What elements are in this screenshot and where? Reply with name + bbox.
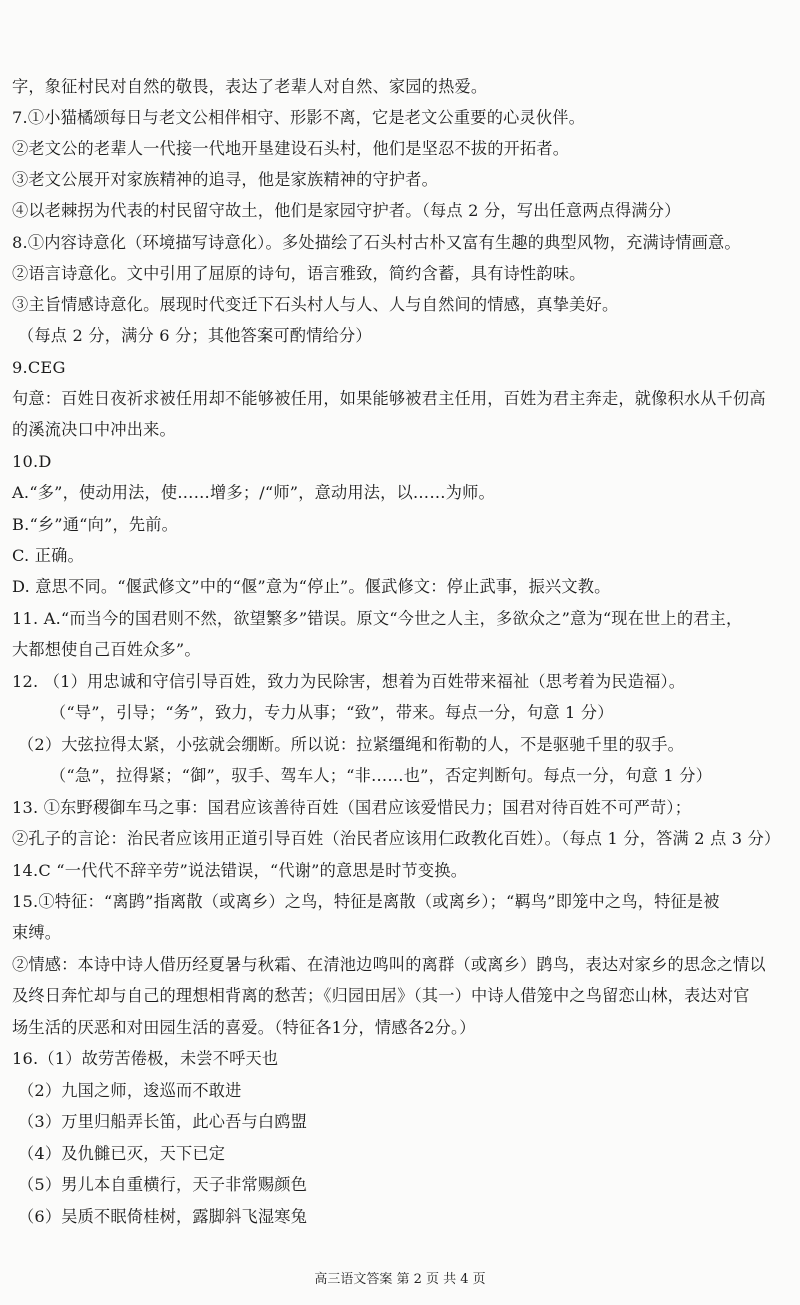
text-line: （“急”，拉得紧；“御”，驭手、驾车人；“非……也”，否定判断句。每点一分，句意 1 分） [50,766,712,785]
text-line: D. 意思不同。“偃武修文”中的“偃”意为“停止”。偃武修文：停止武事，振兴文教。 [12,577,611,596]
text-line: 7.①小猫橘颂每日与老文公相伴相守、形影不离，它是老文公重要的心灵伙伴。 [12,108,586,127]
text-line: ②孔子的言论：治民者应该用正道引导百姓（治民者应该用仁政教化百姓）。（每点 1 分，答满 2 点 3 分） [12,829,781,848]
text-line: C. 正确。 [12,546,84,565]
text-line: B.“乡”通“向”，先前。 [12,515,179,534]
text-line: 10.D [12,452,52,471]
text-line: 的溪流决口中冲出来。 [12,420,176,439]
text-line: 场生活的厌恶和对田园生活的喜爱。（特征各1分，情感各2分。） [12,1018,476,1037]
text-line: 15.①特征：“离鹍”指离散（或离乡）之鸟，特征是离散（或离乡）；“羁鸟”即笼中之鸟，特征是被 [12,892,720,911]
text-line: （2）大弦拉得太紧，小弦就会绷断。所以说：拉紧缰绳和衔勒的人，不是驱驰千里的驭手。 [18,735,684,754]
text-line: （6）吴质不眠倚桂树，露脚斜飞湿寒兔 [18,1207,308,1226]
text-line: 束缚。 [12,923,62,942]
text-line: （每点 2 分，满分 6 分；其他答案可酌情给分） [18,326,372,345]
text-line: （2）九国之师，逡巡而不敢进 [18,1081,242,1100]
text-line: 大都想使自己百姓众多”。 [12,640,201,659]
text-line: 字，象征村民对自然的敬畏，表达了老辈人对自然、家园的热爱。 [12,77,488,96]
text-line: 13. ①东野稷御车马之事：国君应该善待百姓（国君应该爱惜民力；国君对待百姓不可严苛）； [12,798,692,817]
text-line: ②情感：本诗中诗人借历经夏暑与秋霜、在清池边鸣叫的离群（或离乡）鹍鸟，表达对家乡的思念之情以 [12,955,766,974]
text-line: 及终日奔忙却与自己的理想相背离的愁苦；《归园田居》（其一）中诗人借笼中之鸟留恋山林，表达对官 [12,986,750,1005]
text-line: 14.C “一代代不辞辛劳”说法错误，“代谢”的意思是时节变换。 [12,861,468,880]
text-line: （3）万里归船弄长笛，此心吾与白鸥盟 [18,1112,308,1131]
text-line: ④以老棘拐为代表的村民留守故土，他们是家园守护者。（每点 2 分，写出任意两点得满分） [12,201,681,220]
text-line: ②语言诗意化。文中引用了屈原的诗句，语言雅致，简约含蓄，具有诗性韵味。 [12,264,586,283]
text-line: （“导”，引导；“务”，致力，专力从事；“致”，带来。每点一分，句意 1 分） [50,703,614,722]
text-line: ②老文公的老辈人一代接一代地开垦建设石头村，他们是坚忍不拔的开拓者。 [12,139,570,158]
text-line: 12. （1）用忠诚和守信引导百姓，致力为民除害，想着为百姓带来福祉（思考着为民造福）。 [12,672,686,691]
text-line: （4）及仇雠已灭，天下已定 [18,1144,226,1163]
text-line: ③主旨情感诗意化。展现时代变迁下石头村人与人、人与自然间的情感，真挚美好。 [12,295,619,314]
text-line: 8.①内容诗意化（环境描写诗意化）。多处描绘了石头村古朴又富有生趣的典型风物，充满诗情画意。 [12,233,741,252]
text-line: （5）男儿本自重横行，天子非常赐颜色 [18,1175,308,1194]
text-line: ③老文公展开对家族精神的追寻，他是家族精神的守护者。 [12,170,439,189]
text-line: A.“多”，使动用法，使……增多；/“师”，意动用法，以……为师。 [12,483,495,502]
text-line: 句意：百姓日夜祈求被任用却不能够被任用，如果能够被君主任用，百姓为君主奔走，就像积水从千仞高 [12,389,766,408]
text-line: 9.CEG [12,358,66,377]
page-footer: 高三语文答案 第 2 页 共 4 页 [314,1272,486,1287]
text-line: 11. A.“而当今的国君则不然，欲望繁多”错误。原文“今世之人主，多欲众之”意为“现在世上的君主， [12,609,743,628]
text-line: 16.（1）故劳苦倦极，未尝不呼天也 [12,1049,279,1068]
